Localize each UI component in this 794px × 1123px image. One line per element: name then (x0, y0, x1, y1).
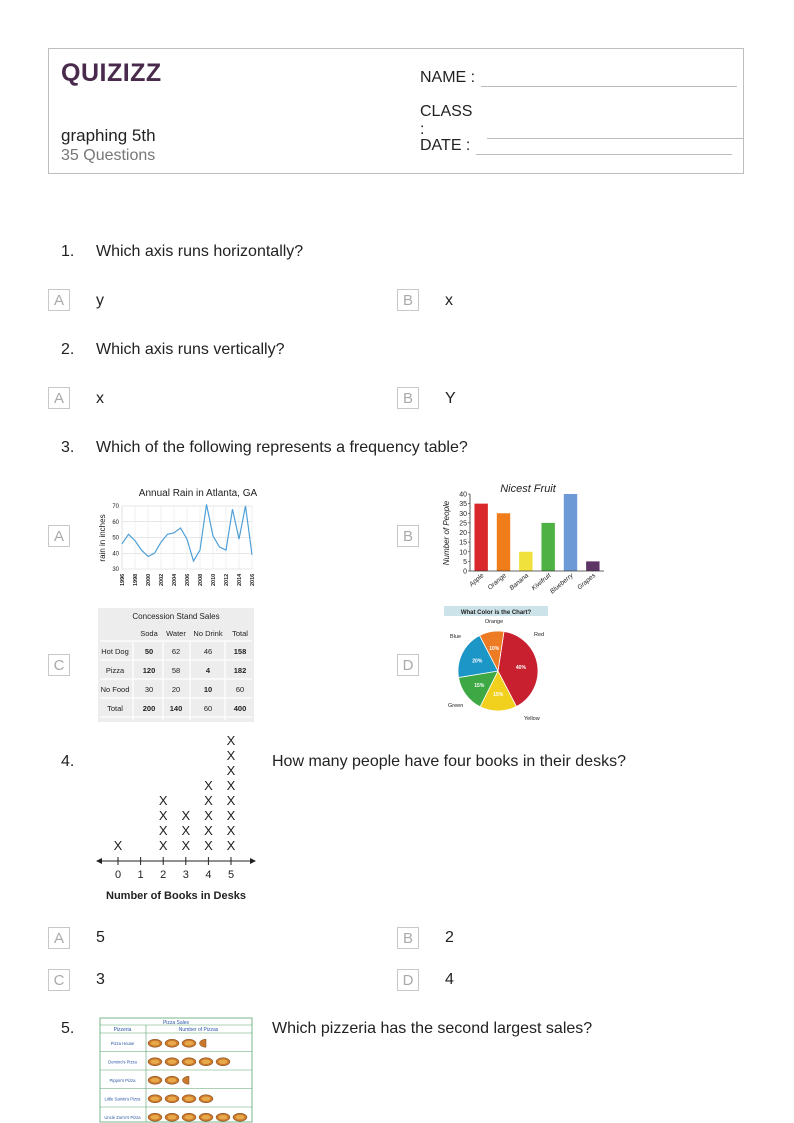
option-letter[interactable]: A (48, 387, 70, 409)
x-mark: X (226, 748, 236, 763)
option-letter[interactable]: A (48, 289, 70, 311)
x-tick-labels (120, 573, 256, 586)
y-tick-label: 5 (463, 558, 467, 566)
table-cell: 158 (233, 647, 247, 656)
y-tick-label: 0 (463, 568, 467, 576)
bar (564, 494, 577, 571)
y-tick-label: 25 (459, 520, 467, 528)
slice-label: Orange (484, 619, 504, 625)
y-tick-labels (112, 504, 119, 573)
question-number: 3. (61, 439, 75, 456)
option-letter[interactable]: B (397, 289, 419, 311)
pizza-topping (202, 1096, 211, 1101)
tick-label: 5 (227, 869, 235, 881)
column-header: Total (232, 629, 248, 638)
x-mark: X (204, 793, 213, 808)
question-text: How many people have four books in their desks? (272, 753, 626, 770)
y-tick-labels (459, 492, 470, 576)
right-arrow-icon (250, 858, 256, 864)
x-tick-label: 2002 (159, 573, 165, 586)
row-header: Uncle Zorro's Pizza (104, 1114, 141, 1120)
pizza-topping (202, 1115, 211, 1120)
pizza-topping (151, 1096, 160, 1101)
column-header: No Drink (193, 629, 223, 638)
row-header: Little Saints's Pizza (104, 1096, 141, 1102)
slice-label: Yellow (524, 716, 540, 722)
pizza-topping (219, 1115, 228, 1120)
x-tick-label: 2016 (250, 573, 256, 586)
y-tick-label: 40 (112, 551, 119, 558)
x-tick-label: 2006 (185, 573, 191, 586)
pizza-topping (151, 1115, 160, 1120)
option-text[interactable]: 2 (445, 929, 454, 946)
question-number: 4. (61, 753, 75, 770)
y-tick-label: 20 (459, 530, 467, 537)
pizza-topping (151, 1059, 160, 1064)
slice-label: Green (448, 703, 464, 709)
table-cell: 200 (142, 704, 156, 713)
slice-label: Red (534, 632, 545, 638)
y-tick-label: 40 (459, 491, 467, 499)
x-mark: X (158, 823, 168, 838)
bar (541, 523, 554, 571)
option-text[interactable]: y (96, 292, 104, 309)
pizza-topping (185, 1096, 194, 1101)
column-header: Soda (140, 629, 158, 638)
name-label: NAME : (420, 69, 476, 86)
name-line (481, 85, 737, 87)
pizza-topping (168, 1096, 177, 1101)
y-tick-label: 30 (112, 567, 119, 573)
option-letter[interactable]: B (397, 927, 419, 949)
slice-label: Blue (450, 634, 462, 640)
chart-title: Annual Rain in Atlanta, GA (138, 488, 258, 499)
bar (474, 504, 487, 571)
name-field[interactable] (420, 69, 737, 87)
quizizz-logo: QUIZIZZ (61, 59, 162, 87)
bar (519, 552, 532, 571)
x-mark: X (204, 808, 213, 823)
row-header: Pizza (105, 666, 125, 675)
table-cell: 58 (171, 666, 181, 675)
date-line (476, 153, 732, 155)
table-cell: 46 (203, 647, 213, 656)
option-text[interactable]: 5 (96, 929, 105, 946)
bars (474, 494, 599, 571)
question-text: Which pizzeria has the second largest sales? (272, 1020, 593, 1037)
x-tick-label: 2000 (146, 573, 152, 586)
table-title: Pizza Sales (162, 1020, 190, 1026)
x-tick-label: 2004 (172, 573, 178, 586)
x-mark: X (226, 733, 236, 748)
x-mark: X (158, 808, 168, 823)
books-line-plot[interactable] (94, 733, 258, 906)
table-cell: 4 (205, 666, 211, 675)
pizza-topping (151, 1041, 160, 1046)
x-tick-label: Grapes (576, 572, 598, 592)
option-letter[interactable]: D (397, 969, 419, 991)
column-header: Pizzeria (113, 1027, 132, 1033)
x-mark: X (226, 808, 236, 823)
row-header: Total (107, 704, 123, 713)
y-tick-label: 10 (459, 549, 467, 557)
x-tick-label: Blueberry (548, 572, 575, 596)
table-cell: 10 (203, 685, 213, 694)
tick-label: 4 (205, 869, 212, 881)
pizza-topping (168, 1059, 177, 1064)
option-text[interactable]: 4 (445, 971, 454, 988)
x-mark: X (158, 793, 168, 808)
table-cell: 30 (144, 685, 154, 694)
grid (122, 506, 252, 569)
table-cell: 60 (235, 685, 245, 694)
x-mark: X (226, 763, 236, 778)
table-cell: 60 (203, 704, 213, 713)
slice-percent: 40% (515, 665, 526, 672)
table-cell: 62 (171, 647, 181, 656)
x-mark: X (113, 838, 123, 853)
rain-line-chart[interactable] (96, 484, 256, 594)
pizza-topping (219, 1059, 228, 1064)
x-tick-label: 2014 (237, 573, 243, 586)
y-tick-label: 30 (459, 510, 467, 518)
date-label: DATE : (420, 137, 471, 154)
table-cell: 20 (171, 685, 181, 694)
x-tick-label: Apple (468, 572, 486, 589)
class-label: CLASS : (420, 103, 473, 138)
question-number: 1. (61, 243, 75, 260)
chart-title: Nicest Fruit (500, 483, 556, 495)
x-tick-label: 2010 (211, 573, 217, 586)
option-letter[interactable]: C (48, 969, 70, 991)
tick-label: 0 (114, 869, 122, 881)
option-text[interactable]: Y (445, 390, 456, 407)
question-text: Which axis runs horizontally? (96, 243, 304, 260)
pizza-topping (236, 1115, 245, 1120)
question-number: 5. (61, 1020, 75, 1037)
question-number: 2. (61, 341, 75, 358)
y-tick-label: 15 (459, 539, 467, 547)
concession-table[interactable] (98, 608, 254, 722)
x-marks (114, 733, 236, 853)
table-cells (100, 1018, 252, 1123)
x-tick-label: 1998 (133, 573, 139, 586)
x-mark: X (226, 793, 236, 808)
y-tick-label: 70 (112, 504, 119, 510)
bar (586, 561, 599, 571)
question-text: Which axis runs vertically? (96, 341, 285, 358)
bar (497, 513, 510, 571)
worksheet-header (48, 48, 744, 174)
row-header: Pizza House (110, 1040, 135, 1046)
tick-label: 3 (182, 869, 189, 881)
x-mark: X (181, 823, 191, 838)
tick-label: 2 (160, 869, 167, 881)
table-cell: 140 (169, 704, 183, 713)
option-text[interactable]: x (96, 390, 104, 407)
row-header: No Food (100, 685, 130, 694)
question-text: Which of the following represents a frequency table? (96, 439, 468, 456)
pizza-topping (168, 1115, 177, 1120)
x-mark: X (226, 838, 236, 853)
x-mark: X (181, 838, 191, 853)
pizza-topping (202, 1059, 211, 1064)
x-tick-label: Banana (508, 572, 531, 592)
column-header: Water (166, 629, 186, 638)
pizza-topping (185, 1115, 194, 1120)
table-cell: 120 (142, 666, 156, 675)
y-axis-label: rain in inches (98, 514, 107, 562)
x-tick-label: 2008 (198, 573, 204, 586)
option-letter[interactable]: A (48, 927, 70, 949)
row-header: Hot Dog (101, 647, 129, 656)
table-cell: 182 (233, 666, 247, 675)
slice-percent: 20% (472, 658, 483, 665)
table-title: Concession Stand Sales (132, 612, 220, 621)
pie-slices (458, 631, 538, 711)
pizza-sales-table[interactable] (99, 1017, 253, 1123)
option-text[interactable]: x (445, 292, 453, 309)
option-letter[interactable]: C (48, 654, 70, 676)
fruit-bar-chart[interactable] (440, 481, 610, 596)
x-tick-labels (467, 571, 597, 595)
x-mark: X (226, 823, 236, 838)
slice-percent: 15% (493, 692, 504, 699)
pizza-topping (185, 1059, 194, 1064)
x-mark: X (204, 823, 213, 838)
worksheet-title: graphing 5th (61, 126, 156, 145)
x-tick-label: Orange (486, 572, 508, 592)
option-letter[interactable]: B (397, 525, 419, 547)
row-header: Pippin's Pizza (109, 1077, 136, 1083)
option-letter[interactable]: A (48, 525, 70, 547)
slice-percent: 15% (474, 682, 485, 689)
x-tick-label: 1996 (120, 573, 126, 586)
pizza-topping (151, 1078, 160, 1083)
table-cell: 400 (233, 704, 247, 713)
y-tick-label: 60 (112, 519, 119, 526)
plot-title: Number of Books in Desks (106, 890, 246, 902)
pizza-topping (168, 1041, 177, 1046)
pizza-topping (185, 1041, 194, 1046)
row-header: Domino's Pizza (108, 1059, 137, 1065)
column-header: Number of Pizzas (178, 1027, 219, 1033)
class-field[interactable] (420, 103, 743, 139)
x-mark: X (226, 778, 236, 793)
x-mark: X (204, 778, 213, 793)
table-cell: 50 (144, 647, 154, 656)
x-mark: X (158, 838, 168, 853)
x-tick-label: Kiwifruit (530, 572, 553, 593)
y-axis-label: Number of People (442, 500, 451, 566)
x-tick-label: 2012 (224, 573, 230, 586)
x-mark: X (181, 808, 191, 823)
y-tick-label: 35 (459, 501, 467, 509)
left-arrow-icon (96, 858, 102, 864)
slice-percent: 10% (489, 646, 500, 653)
chart-title: What Color is the Chart? (460, 610, 532, 616)
option-letter[interactable]: B (397, 387, 419, 409)
option-text[interactable]: 3 (96, 971, 105, 988)
option-letter[interactable]: D (397, 654, 419, 676)
y-tick-label: 50 (112, 535, 119, 542)
date-field[interactable] (420, 137, 732, 155)
question-count: 35 Questions (61, 147, 156, 164)
x-mark: X (204, 838, 213, 853)
color-pie-chart[interactable] (444, 605, 554, 723)
pizza-topping (168, 1078, 177, 1083)
tick-label: 1 (137, 869, 144, 881)
